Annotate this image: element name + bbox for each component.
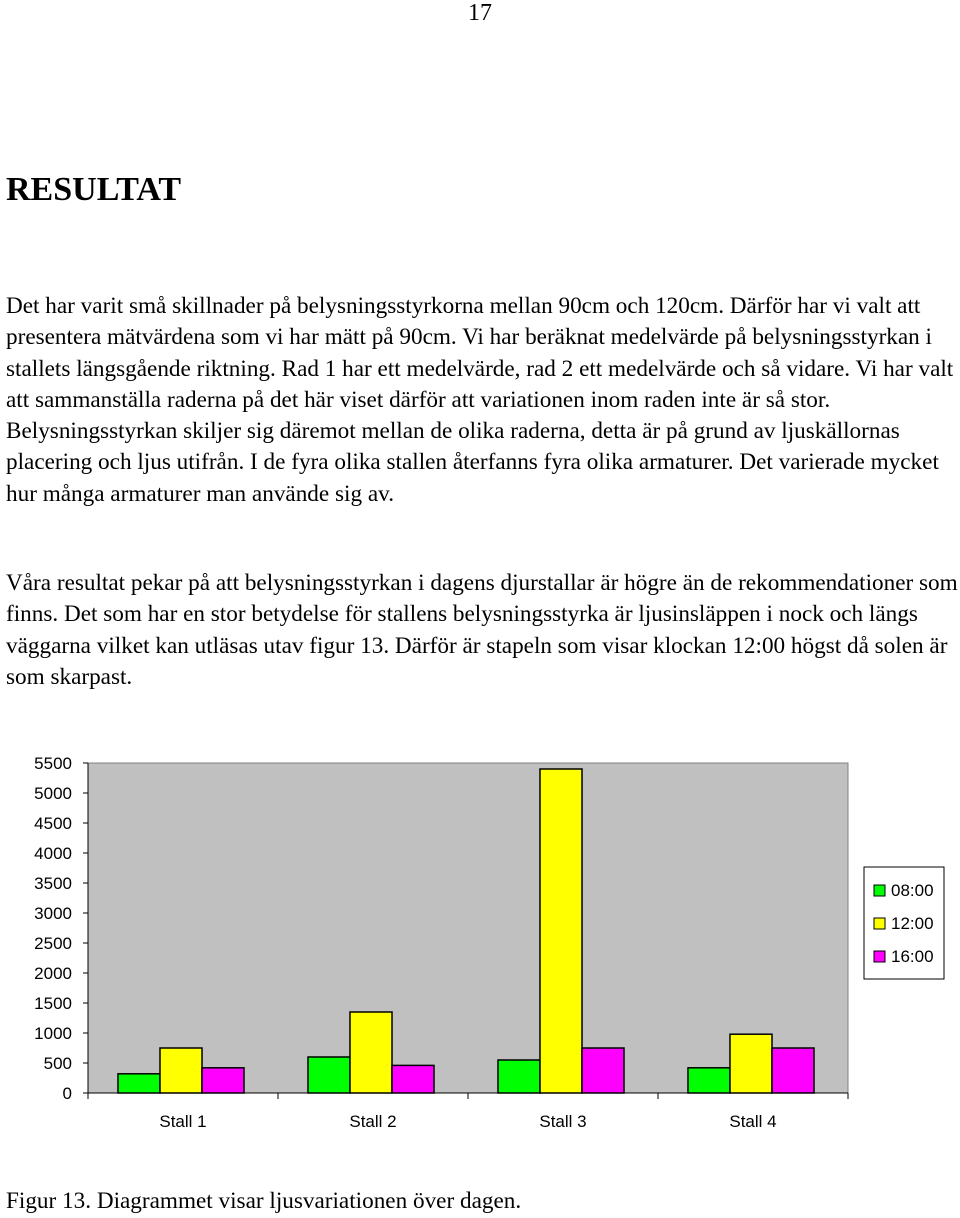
legend-swatch: [874, 951, 885, 962]
y-tick-label: 2000: [34, 964, 72, 983]
legend: [864, 867, 944, 979]
y-tick-label: 3500: [34, 874, 72, 893]
bar-0800-stall-2: [308, 1057, 350, 1093]
x-axis: [88, 1093, 848, 1131]
y-tick-label: 1500: [34, 994, 72, 1013]
x-category-label: Stall 4: [729, 1112, 777, 1131]
bar-1600-stall-3: [582, 1048, 624, 1093]
bar-0800-stall-1: [118, 1074, 160, 1093]
y-tick-label: 4500: [34, 814, 72, 833]
x-category-label: Stall 1: [159, 1112, 207, 1131]
y-axis: [34, 754, 88, 1103]
legend-label: 16:00: [891, 947, 934, 966]
bar-1600-stall-1: [202, 1068, 244, 1093]
legend-label: 08:00: [891, 881, 934, 900]
bar-chart: [0, 740, 960, 1160]
bar-1600-stall-2: [392, 1065, 434, 1093]
page-number: 17: [468, 0, 492, 26]
x-category-label: Stall 2: [349, 1112, 397, 1131]
y-tick-label: 2500: [34, 934, 72, 953]
y-tick-label: 5500: [34, 754, 72, 773]
bar-1200-stall-2: [350, 1012, 392, 1093]
y-tick-label: 500: [43, 1054, 72, 1073]
legend-swatch: [874, 885, 885, 896]
legend-label: 12:00: [891, 914, 934, 933]
bar-1200-stall-4: [730, 1034, 772, 1093]
bar-1200-stall-1: [160, 1048, 202, 1093]
y-tick-label: 4000: [34, 844, 72, 863]
section-heading: RESULTAT: [6, 171, 182, 208]
y-tick-label: 3000: [34, 904, 72, 923]
y-tick-label: 5000: [34, 784, 72, 803]
x-category-label: Stall 3: [539, 1112, 587, 1131]
body-paragraph-1: Det har varit små skillnader på belysningsstyrkorna mellan 90cm och 120cm. Därför har vi valt att presentera mätvärdena som vi har mätt på 90cm. Vi har beräknat medelvärde på belysningsstyrkan i stallets längsgående riktning. Rad 1 har ett medelvärde, rad 2 ett medelvärde och så vidare. Vi har valt att sammanställa raderna på det här viset därför att variationen inom raden inte är så stor. Belysningsstyrkan skiljer sig däremot mellan de olika raderna, detta är på grund av ljuskällornas placering och ljus utifrån. I de fyra olika stallen återfanns fyra olika armaturer. Det varierade mycket hur många armaturer man använde sig av.: [6, 293, 954, 507]
figure-caption: Figur 13. Diagrammet visar ljusvariationen över dagen.: [6, 1188, 522, 1214]
y-tick-label: 1000: [34, 1024, 72, 1043]
bar-0800-stall-3: [498, 1060, 540, 1093]
y-tick-label: 0: [62, 1084, 72, 1103]
legend-swatch: [874, 918, 885, 929]
bar-1200-stall-3: [540, 769, 582, 1093]
bar-1600-stall-4: [772, 1048, 814, 1093]
body-paragraph-2: Våra resultat pekar på att belysningsstyrkan i dagens djurstallar är högre än de rekommendationer som finns. Det som har en stor betydelse för stallens belysningsstyrka är ljusinsläppen i nock och längs väggarna vilket kan utläsas utav figur 13. Därför är stapeln som visar klockan 12:00 högst då solen är som skarpast.: [6, 570, 958, 690]
bar-0800-stall-4: [688, 1068, 730, 1093]
